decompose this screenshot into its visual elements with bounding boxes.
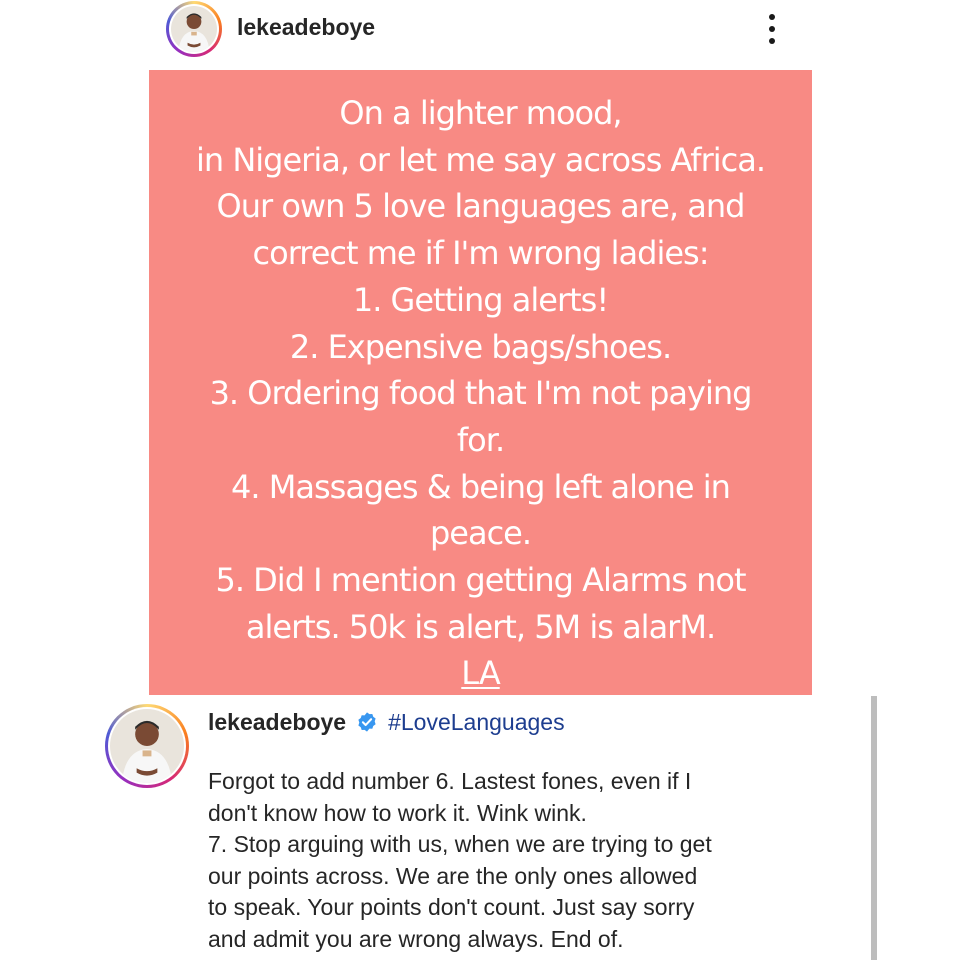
post-signature: LA [461,654,500,693]
caption-line: 7. Stop arguing with us, when we are trying to get [208,831,712,857]
caption-line: and admit you are wrong always. End of. [208,925,624,952]
caption-text [208,766,818,955]
post-line: 4. Massages & being left alone in [231,467,730,506]
post-line: in Nigeria, or let me say across Africa. [196,140,765,179]
post-line: On a lighter mood, [339,94,622,132]
header-username[interactable]: lekeadeboye [237,14,376,40]
post-line: 2. Expensive bags/shoes. [289,327,672,366]
caption-username[interactable]: lekeadeboye [208,708,347,735]
caption-line: to speak. Your points don't count. Just say sorry [208,894,695,920]
post-text [149,90,812,697]
verified-badge-icon [356,711,378,733]
post-line: peace. [429,514,532,553]
caption-line: don't know how to work it. Wink wink. [208,799,587,826]
post-line: Our own 5 love languages are, and [216,187,745,226]
post-line: 5. Did I mention getting Alarms not [215,561,746,600]
post-line: 1. Getting alerts! [352,280,609,319]
post-line: for. [456,420,505,459]
post-line: 3. Ordering food that I'm not paying [209,374,752,413]
caption [0,696,960,960]
avatar[interactable] [166,1,222,57]
profile-photo-icon [110,709,184,783]
caption-avatar[interactable] [105,704,189,788]
caption-line: our points across. We are the only ones allowed [208,862,698,889]
post-line: correct me if I'm wrong ladies: [252,234,709,273]
hashtag-link[interactable]: #LoveLanguages [388,708,565,735]
caption-line: Forgot to add number 6. Lastest fones, even if I [208,768,692,794]
post-header [0,0,960,62]
more-options-icon[interactable] [760,12,784,46]
post-image[interactable] [149,70,812,695]
post-line: alerts. 50k is alert, 5M is alarM. [245,607,716,646]
caption-header [208,707,565,737]
profile-photo-icon [171,6,217,52]
